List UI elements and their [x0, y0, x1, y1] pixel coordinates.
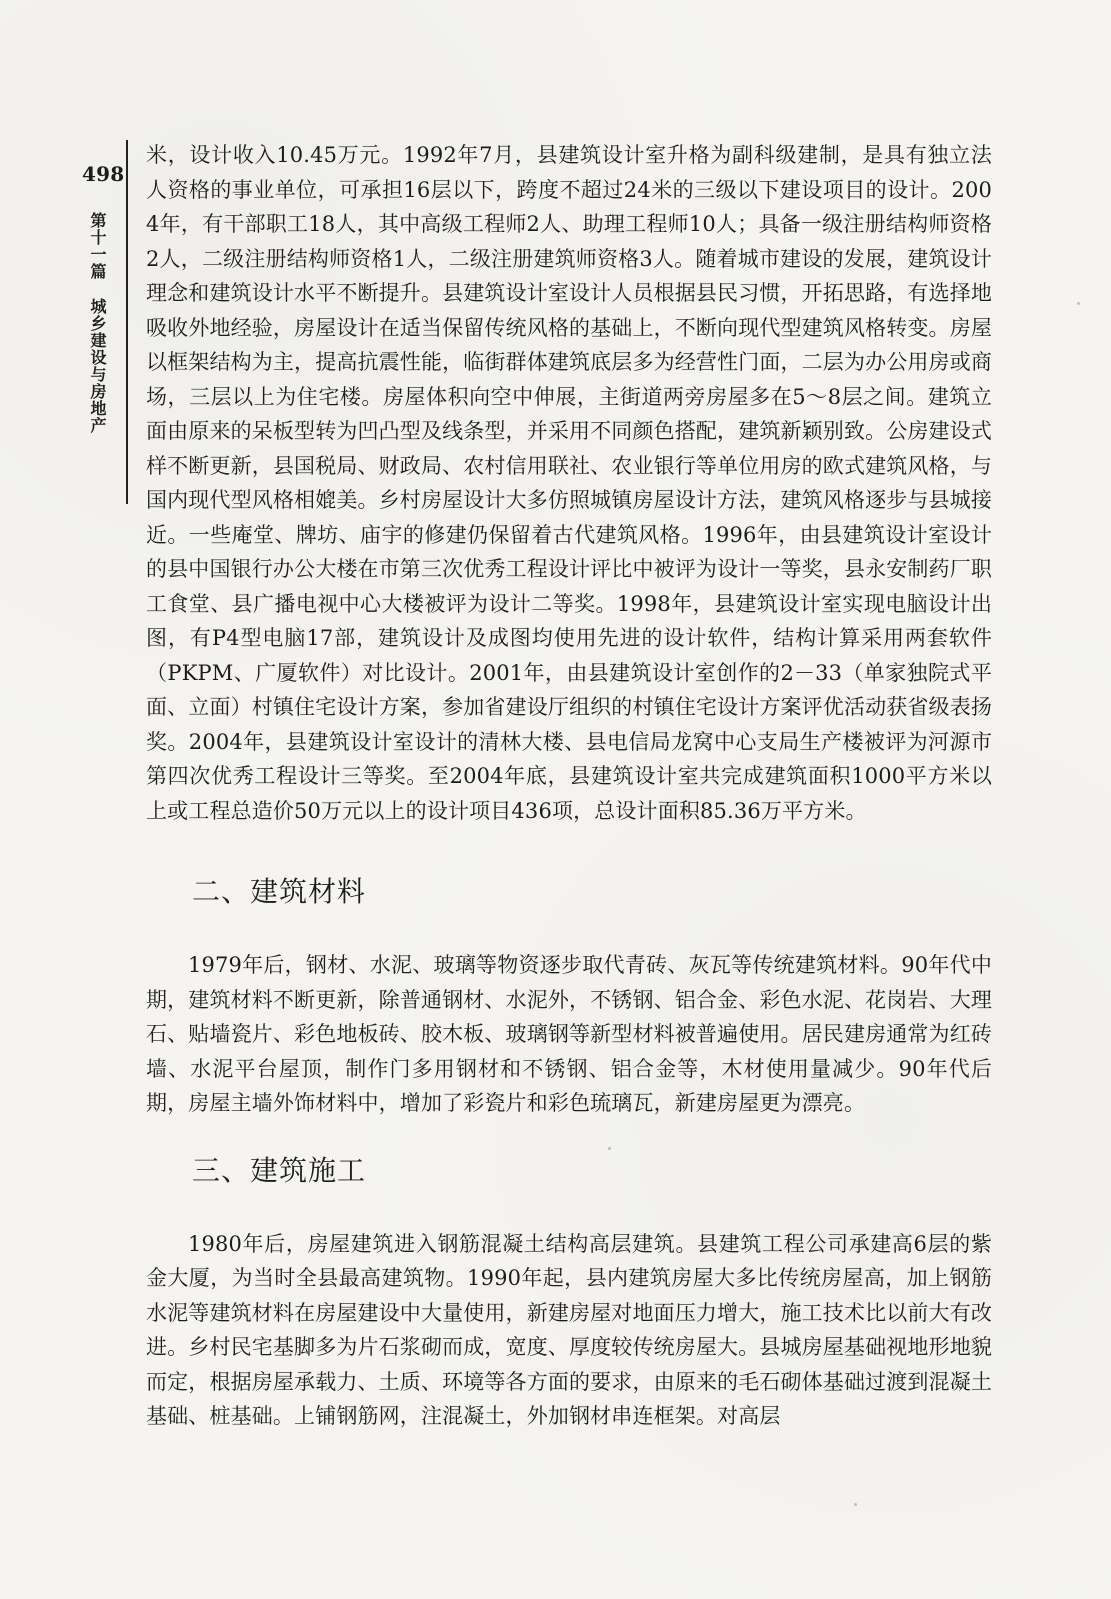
paragraph-materials: 1979年后，钢材、水泥、玻璃等物资逐步取代青砖、灰瓦等传统建筑材料。90年代中期，建筑材料不断更新，除普通钢材、水泥外，不锈钢、铝合金、彩色水泥、花岗岩、大理石、贴墙瓷片、彩色地板砖、胶木板、玻璃钢等新型材料被普遍使用。居民建房通常为红砖墙、水泥平台屋顶，制作门多用钢材和不锈钢、铝合金等，木材使用量减少。90年代后期，房屋主墙外饰材料中，增加了彩瓷片和彩色琉璃瓦，新建房屋更为漂亮。 [146, 953, 992, 1115]
scan-speck [1077, 302, 1080, 305]
paragraph-construction: 1980年后，房屋建筑进入钢筋混凝土结构高层建筑。县建筑工程公司承建高6层的紫金大厦，为当时全县最高建筑物。1990年起，县内建筑房屋大多比传统房屋高，加上钢筋水泥等建筑材料在房屋建设中大量使用，新建房屋对地面压力增大，施工技术比以前大有改进。乡村民宅基脚多为片石浆砌而成，宽度、厚度较传统房屋大。县城房屋基础视地形地貌而定，根据房屋承载力、土质、环境等各方面的要求，由原来的毛石砌体基础过渡到混凝土基础、桩基础。上铺钢筋网，注混凝土，外加钢材串连框架。对高层 [146, 1231, 992, 1428]
running-head [88, 212, 108, 434]
main-content [146, 138, 992, 1434]
page-number: 498 [82, 162, 125, 186]
section-title-construction: 三、建筑施工 [192, 1153, 367, 1187]
paragraph-intro: 米，设计收入10.45万元。1992年7月，县建筑设计室升格为副科级建制，是具有独立法人资格的事业单位，可承担16层以下，跨度不超过24米的三级以下建设项目的设计。2004年，有干部职工18人，其中高级工程师2人、助理工程师10人；具备一级注册结构师资格2人，二级注册结构师资格1人，二级注册建筑师资格3人。随着城市建设的发展，建筑设计理念和建筑设计水平不断提升。县建筑设计室设计人员根据县民习惯，开拓思路，有选择地吸收外地经验，房屋设计在适当保留传统风格的基础上，不断向现代型建筑风格转变。房屋以框架结构为主，提高抗震性能，临街群体建筑底层多为经营性门面，二层为办公用房或商场，三层以上为住宅楼。房屋体积向空中伸展，主街道两旁房屋多在5～8层之间。建筑立面由原来的呆板型转为凹凸型及线条型，并采用不同颜色搭配，建筑新颖别致。公房建设式样不断更新，县国税局、财政局、农村信用联社、农业银行等单位用房的欧式建筑风格，与国内现代型风格相媲美。乡村房屋设计大多仿照城镇房屋设计方法，建筑风格逐步与县城接近。一些庵堂、牌坊、庙宇的修建仍保留着古代建筑风格。1996年，由县建筑设计室设计的县中国银行办公大楼在市第三次优秀工程设计评比中被评为设计一等奖，县永安制药厂职工食堂、县广播电视中心大楼被评为设计二等奖。1998年，县建筑设计室实现电脑设计出图，有P4型电脑17部，建筑设计及成图均使用先进的设计软件，结构计算采用两套软件（PKPM、广厦软件）对比设计。2001年，由县建筑设计室创作的2－33（单家独院式平面、立面）村镇住宅设计方案，参加省建设厅组织的村镇住宅设计方案评优活动获省级表扬奖。2004年，县建筑设计室设计的清林大楼、县电信局龙窝中心支局生产楼被评为河源市第四次优秀工程设计三等奖。至2004年底，县建筑设计室共完成建筑面积1000平方米以上或工程总造价50万元以上的设计项目436项，总设计面积85.36万平方米。 [146, 143, 992, 823]
scan-speck [608, 1147, 611, 1150]
running-head-part: 第十一篇 [88, 212, 107, 280]
scan-speck [854, 1503, 857, 1506]
margin-rule [126, 140, 128, 504]
running-head-title: 城乡建设与房地产 [88, 298, 107, 434]
section-title-materials: 二、建筑材料 [192, 875, 367, 908]
